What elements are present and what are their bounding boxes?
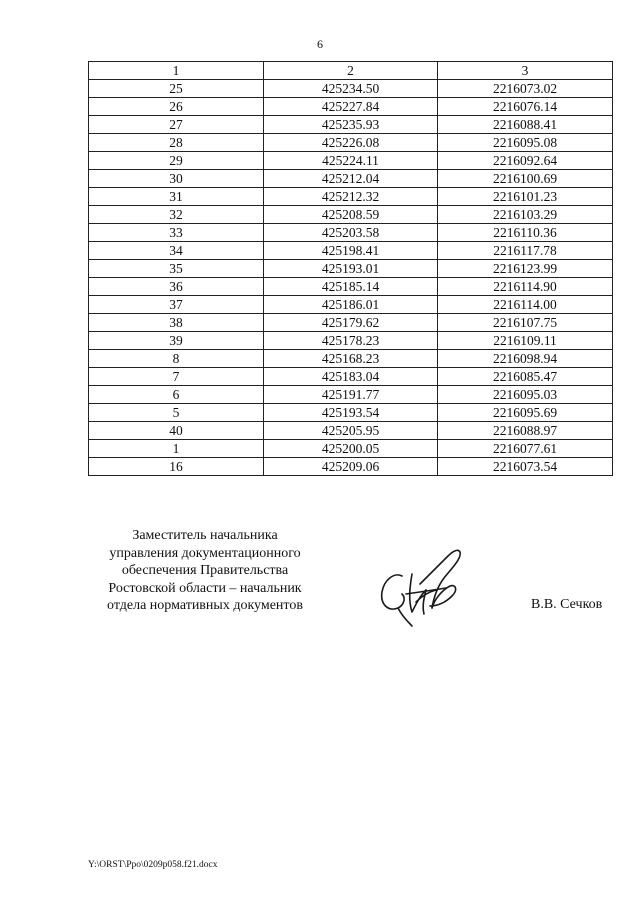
cell-x-coordinate: 425193.01 [264, 260, 438, 278]
cell-x-coordinate: 425226.08 [264, 134, 438, 152]
cell-y-coordinate: 2216101.23 [438, 188, 613, 206]
cell-x-coordinate: 425205.95 [264, 422, 438, 440]
cell-point-number: 29 [89, 152, 264, 170]
cell-x-coordinate: 425227.84 [264, 98, 438, 116]
position-line: управления документационного [109, 545, 301, 561]
table-row [89, 350, 613, 368]
table-row [89, 206, 613, 224]
cell-x-coordinate: 425235.93 [264, 116, 438, 134]
cell-x-coordinate: 425208.59 [264, 206, 438, 224]
cell-y-coordinate: 2216095.08 [438, 134, 613, 152]
cell-point-number: 27 [89, 116, 264, 134]
cell-y-coordinate: 2216077.61 [438, 440, 613, 458]
table-row [89, 278, 613, 296]
cell-y-coordinate: 2216088.41 [438, 116, 613, 134]
cell-point-number: 38 [89, 314, 264, 332]
table-row [89, 332, 613, 350]
table-row [89, 404, 613, 422]
handwritten-signature [372, 546, 476, 628]
table-row [89, 386, 613, 404]
column-header-y: 3 [438, 62, 613, 80]
cell-point-number: 30 [89, 170, 264, 188]
table-row [89, 152, 613, 170]
cell-x-coordinate: 425198.41 [264, 242, 438, 260]
table-row [89, 314, 613, 332]
cell-x-coordinate: 425203.58 [264, 224, 438, 242]
cell-x-coordinate: 425234.50 [264, 80, 438, 98]
cell-y-coordinate: 2216109.11 [438, 332, 613, 350]
cell-point-number: 37 [89, 296, 264, 314]
cell-y-coordinate: 2216073.54 [438, 458, 613, 476]
position-line: отдела нормативных документов [107, 598, 303, 613]
cell-x-coordinate: 425212.04 [264, 170, 438, 188]
table-row [89, 170, 613, 188]
cell-point-number: 33 [89, 224, 264, 242]
position-line: Заместитель начальника [132, 528, 278, 543]
cell-y-coordinate: 2216095.69 [438, 404, 613, 422]
table-row [89, 296, 613, 314]
cell-x-coordinate: 425185.14 [264, 278, 438, 296]
cell-y-coordinate: 2216114.90 [438, 278, 613, 296]
signatory-position [88, 527, 322, 615]
cell-point-number: 31 [89, 188, 264, 206]
cell-point-number: 25 [89, 80, 264, 98]
position-line: Ростовской области – начальник [108, 580, 302, 596]
cell-x-coordinate: 425168.23 [264, 350, 438, 368]
table-row [89, 116, 613, 134]
cell-point-number: 8 [89, 350, 264, 368]
cell-x-coordinate: 425193.54 [264, 404, 438, 422]
signer-name: В.В. Сечков [531, 597, 603, 612]
table-header-row [89, 62, 613, 80]
cell-point-number: 26 [89, 98, 264, 116]
table-row [89, 440, 613, 458]
column-header-x: 2 [264, 62, 438, 80]
table-row [89, 422, 613, 440]
cell-x-coordinate: 425209.06 [264, 458, 438, 476]
table-row [89, 242, 613, 260]
cell-point-number: 7 [89, 368, 264, 386]
file-path: Y:\ORST\Ppo\0209p058.f21.docx [88, 860, 218, 870]
cell-point-number: 36 [89, 278, 264, 296]
cell-point-number: 35 [89, 260, 264, 278]
page-number: 6 [317, 37, 323, 51]
cell-y-coordinate: 2216073.02 [438, 80, 613, 98]
coordinates-table [88, 61, 613, 476]
cell-x-coordinate: 425183.04 [264, 368, 438, 386]
table-row [89, 224, 613, 242]
cell-y-coordinate: 2216117.78 [438, 242, 613, 260]
table-row [89, 98, 613, 116]
cell-point-number: 16 [89, 458, 264, 476]
table-row [89, 260, 613, 278]
cell-y-coordinate: 2216107.75 [438, 314, 613, 332]
table-row [89, 458, 613, 476]
table-row [89, 80, 613, 98]
cell-y-coordinate: 2216088.97 [438, 422, 613, 440]
cell-y-coordinate: 2216085.47 [438, 368, 613, 386]
cell-x-coordinate: 425178.23 [264, 332, 438, 350]
table-row [89, 188, 613, 206]
table-row [89, 368, 613, 386]
cell-y-coordinate: 2216110.36 [438, 224, 613, 242]
cell-point-number: 39 [89, 332, 264, 350]
column-header-point: 1 [89, 62, 264, 80]
cell-x-coordinate: 425212.32 [264, 188, 438, 206]
cell-point-number: 34 [89, 242, 264, 260]
cell-y-coordinate: 2216100.69 [438, 170, 613, 188]
cell-y-coordinate: 2216095.03 [438, 386, 613, 404]
cell-y-coordinate: 2216114.00 [438, 296, 613, 314]
cell-y-coordinate: 2216103.29 [438, 206, 613, 224]
cell-point-number: 1 [89, 440, 264, 458]
cell-x-coordinate: 425191.77 [264, 386, 438, 404]
cell-x-coordinate: 425186.01 [264, 296, 438, 314]
cell-y-coordinate: 2216092.64 [438, 152, 613, 170]
cell-point-number: 5 [89, 404, 264, 422]
cell-x-coordinate: 425179.62 [264, 314, 438, 332]
cell-y-coordinate: 2216123.99 [438, 260, 613, 278]
position-line: обеспечения Правительства [121, 563, 289, 578]
cell-point-number: 6 [89, 386, 264, 404]
cell-x-coordinate: 425224.11 [264, 152, 438, 170]
table-body [89, 80, 613, 476]
cell-point-number: 28 [89, 134, 264, 152]
cell-point-number: 40 [89, 422, 264, 440]
table-row [89, 134, 613, 152]
cell-x-coordinate: 425200.05 [264, 440, 438, 458]
cell-point-number: 32 [89, 206, 264, 224]
cell-y-coordinate: 2216076.14 [438, 98, 613, 116]
cell-y-coordinate: 2216098.94 [438, 350, 613, 368]
